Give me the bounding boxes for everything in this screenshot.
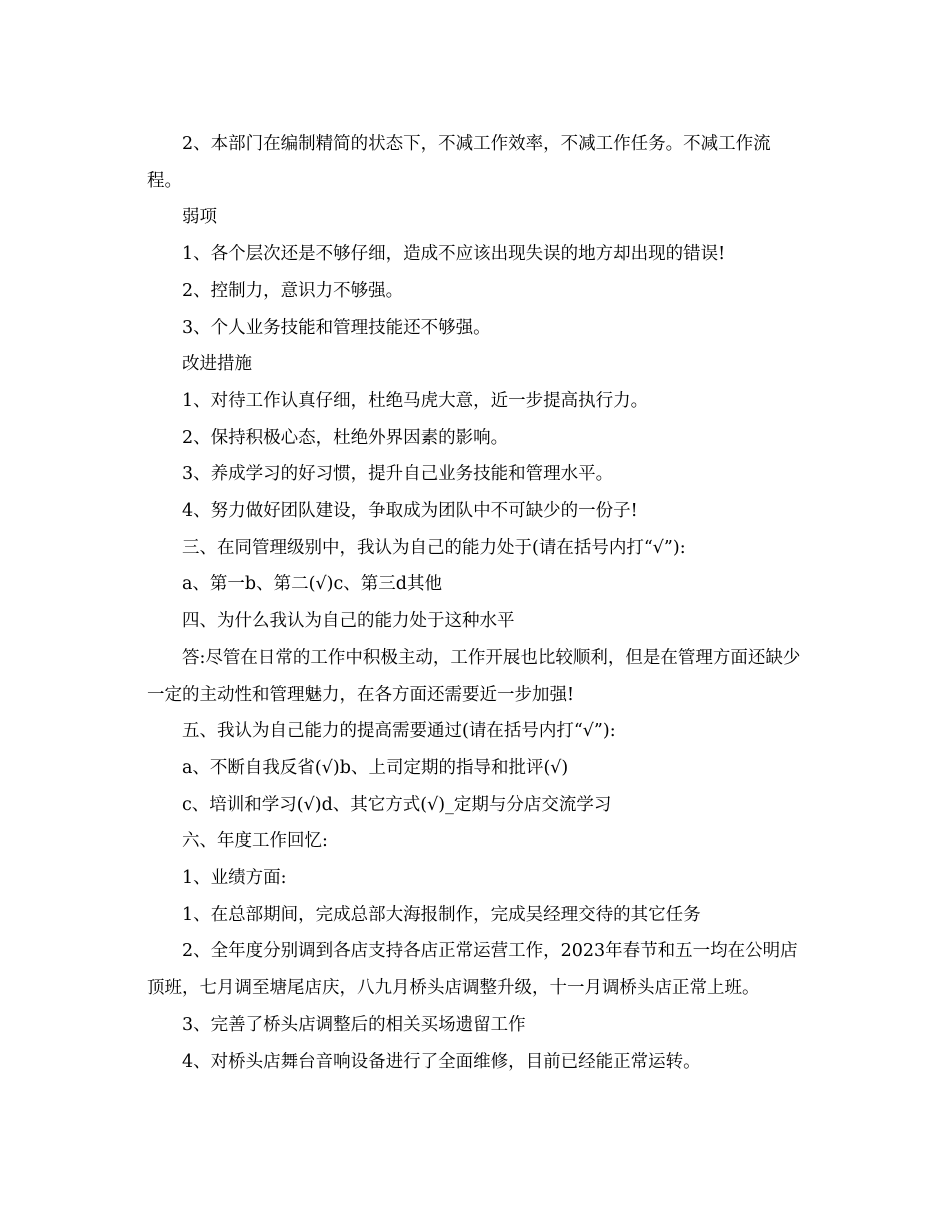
- paragraph: 3、个人业务技能和管理技能还不够强。: [182, 317, 491, 338]
- paragraph: 答:尽管在日常的工作中积极主动，工作开展也比较顺利，但是在管理方面还缺少一定的主动性和管理魅力，在各方面还需要近一步加强!: [147, 647, 801, 705]
- paragraph: 1、对待工作认真仔细，杜绝马虎大意，近一步提高执行力。: [182, 390, 649, 411]
- paragraph: a、第一b、第二(√)c、第三d其他: [182, 574, 442, 595]
- paragraph: 4、努力做好团队建设，争取成为团队中不可缺少的一份子!: [182, 501, 638, 522]
- paragraph: 2、本部门在编制精简的状态下，不减工作效率，不减工作任务。不减工作流程。: [147, 134, 771, 191]
- document-body: [147, 126, 803, 1080]
- paragraph: a、不断自我反省(√)b、上司定期的指导和批评(√): [182, 757, 569, 778]
- paragraph: 1、在总部期间，完成总部大海报制作，完成吴经理交待的其它任务: [182, 904, 701, 925]
- paragraph: 1、业绩方面:: [182, 868, 287, 889]
- section-heading-three: 三、在同管理级别中，我认为自己的能力处于(请在括号内打“√”):: [182, 537, 686, 558]
- section-heading-four: 四、为什么我认为自己的能力处于这种水平: [182, 611, 515, 632]
- paragraph: 3、养成学习的好习惯，提升自己业务技能和管理水平。: [182, 464, 614, 485]
- section-heading-five: 五、我认为自己能力的提高需要通过(请在括号内打“√”):: [182, 721, 616, 742]
- paragraph: 2、控制力，意识力不够强。: [182, 280, 404, 301]
- paragraph: c、培训和学习(√)d、其它方式(√)_定期与分店交流学习: [182, 794, 612, 815]
- paragraph: 2、全年度分别调到各店支持各店正常运营工作，2023年春节和五一均在公明店顶班，七月调至塘尾店庆，八九月桥头店调整升级，十一月调桥头店正常上班。: [147, 941, 798, 999]
- section-heading-six: 六、年度工作回忆:: [182, 831, 328, 852]
- section-heading-weaknesses: 弱项: [182, 207, 217, 228]
- paragraph: 2、保持积极心态，杜绝外界因素的影响。: [182, 427, 509, 448]
- section-heading-improvements: 改进措施: [182, 354, 252, 375]
- paragraph: 1、各个层次还是不够仔细，造成不应该出现失误的地方却出现的错误!: [182, 244, 726, 265]
- paragraph: 4、对桥头店舞台音响设备进行了全面维修，目前已经能正常运转。: [182, 1051, 701, 1072]
- paragraph: 3、完善了桥头店调整后的相关买场遗留工作: [182, 1014, 526, 1035]
